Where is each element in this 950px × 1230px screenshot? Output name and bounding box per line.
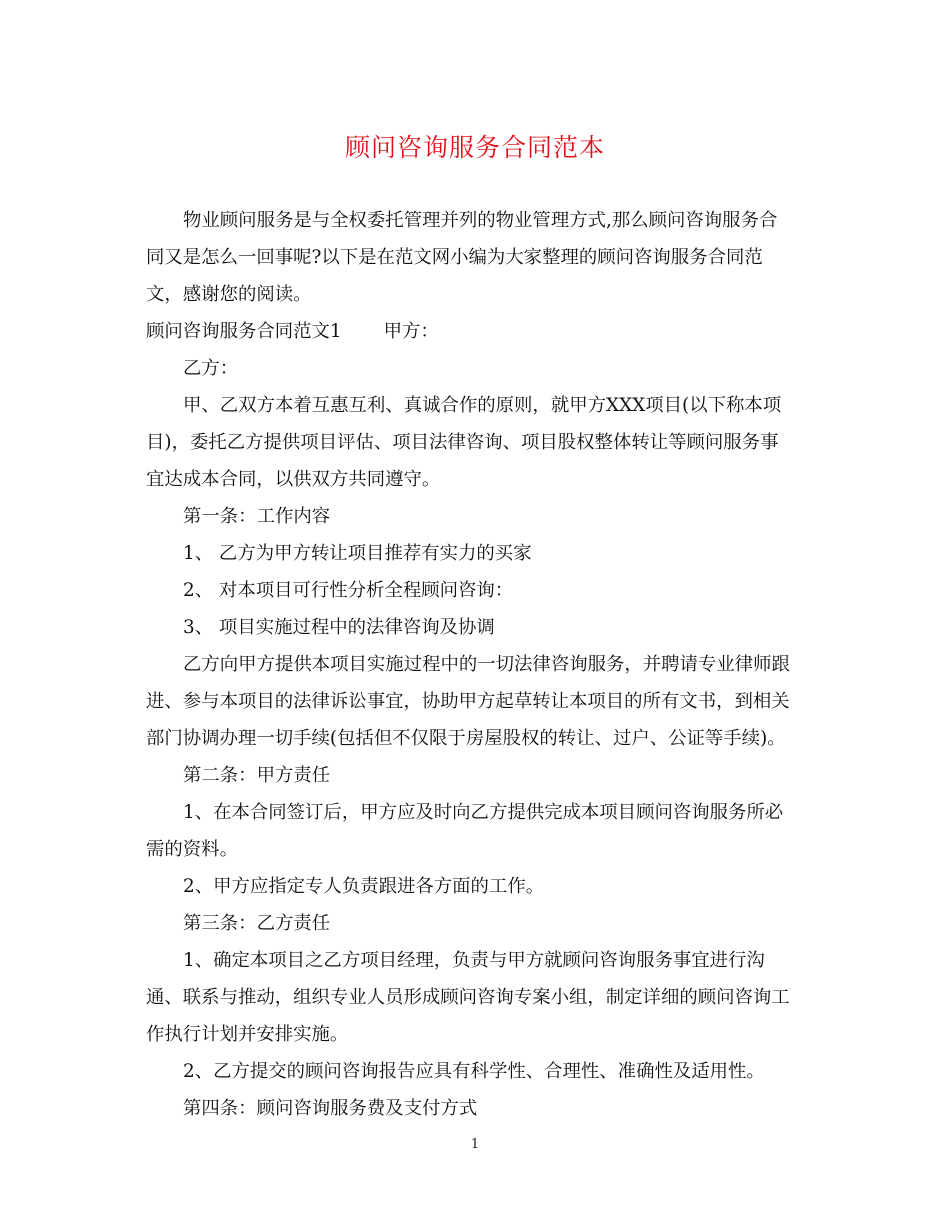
section-heading: 第二条：甲方责任 xyxy=(183,765,331,786)
paragraph-line: 文，感谢您的阅读。 xyxy=(146,284,312,305)
party-a-label: 甲方： xyxy=(383,321,439,342)
paragraph-line: 目)，委托乙方提供项目评估、项目法律咨询、项目股权整体转让等顾问服务事 xyxy=(146,432,779,453)
section-heading: 第一条：工作内容 xyxy=(183,506,331,527)
paragraph-line: 作执行计划并安排实施。 xyxy=(146,1024,349,1045)
paragraph-line: 甲、乙双方本着互惠互利、真诚合作的原则，就甲方XXX项目(以下称本项 xyxy=(183,395,782,416)
paragraph-line: 2、甲方应指定专人负责跟进各方面的工作。 xyxy=(183,876,545,897)
paragraph-line: 需的资料。 xyxy=(146,839,238,860)
list-item: 1、 乙方为甲方转让项目推荐有实力的买家 xyxy=(183,543,532,564)
contract-heading-row xyxy=(146,319,439,345)
paragraph-line: 1、在本合同签订后，甲方应及时向乙方提供完成本项目顾问咨询服务所必 xyxy=(183,802,784,823)
paragraph-line: 同又是怎么一回事呢?以下是在范文网小编为大家整理的顾问咨询服务合同范 xyxy=(146,247,763,268)
paragraph-line: 2、乙方提交的顾问咨询报告应具有科学性、合理性、准确性及适用性。 xyxy=(183,1061,765,1082)
document-title: 顾问咨询服务合同范本 xyxy=(344,133,605,162)
section-heading: 第三条：乙方责任 xyxy=(183,913,331,934)
contract-sample-title: 顾问咨询服务合同范文1 xyxy=(146,321,342,342)
section-heading: 第四条：顾问咨询服务费及支付方式 xyxy=(183,1098,478,1119)
paragraph-line: 进、参与本项目的法律诉讼事宜，协助甲方起草转让本项目的所有文书，到相关 xyxy=(146,691,790,712)
list-item: 3、 项目实施过程中的法律咨询及协调 xyxy=(183,617,495,638)
paragraph-line: 乙方向甲方提供本项目实施过程中的一切法律咨询服务，并聘请专业律师跟 xyxy=(183,654,790,675)
page-number: 1 xyxy=(470,1137,480,1152)
party-b-label: 乙方： xyxy=(183,358,239,379)
paragraph-line: 通、联系与推动，组织专业人员形成顾问咨询专案小组，制定详细的顾问咨询工 xyxy=(146,987,790,1008)
paragraph-line: 部门协调办理一切手续(包括但不仅限于房屋股权的转让、过户、公证等手续)。 xyxy=(146,728,786,749)
paragraph-line: 宜达成本合同，以供双方共同遵守。 xyxy=(146,469,441,490)
paragraph-line: 1、确定本项目之乙方项目经理，负责与甲方就顾问咨询服务事宜进行沟 xyxy=(183,950,765,971)
paragraph-line: 物业顾问服务是与全权委托管理并列的物业管理方式,那么顾问咨询服务合 xyxy=(183,210,778,231)
list-item: 2、 对本项目可行性分析全程顾问咨询： xyxy=(183,580,514,601)
